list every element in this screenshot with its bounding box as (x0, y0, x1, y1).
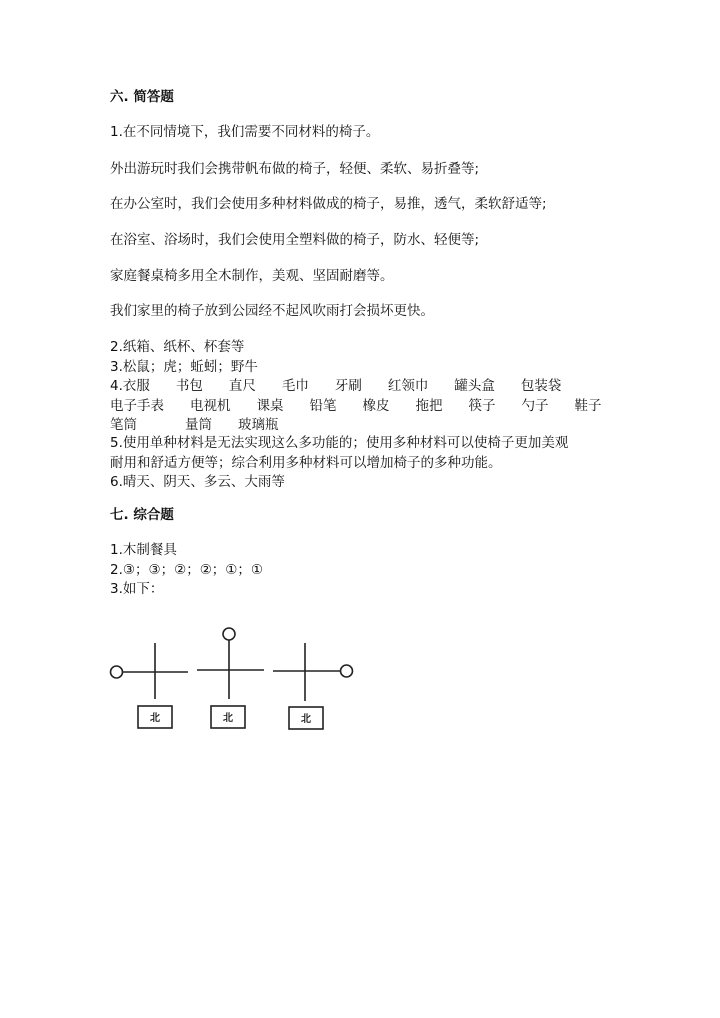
q4-item: 牙刷 (334, 378, 362, 394)
direction-marker-circle (223, 628, 235, 640)
q1-answer-line-5: 我们家里的椅子放到公园经不起风吹雨打会损坏更快。 (110, 303, 434, 319)
direction-marker-circle (111, 666, 123, 678)
q4-item: 鞋子 (574, 397, 602, 414)
direction-marker-circle (341, 665, 353, 677)
q4-item: 毛巾 (281, 378, 309, 394)
north-label: 北 (150, 713, 160, 724)
section-7-title: 七. 综合题 (110, 507, 174, 523)
q4-item: 电视机 (190, 397, 231, 414)
s7-q3-answer: 3.如下： (110, 581, 164, 597)
q4-item: 红领巾 (387, 378, 429, 394)
q1-answer-line-4: 家庭餐桌椅多用全木制作，美观、坚固耐磨等。 (110, 268, 394, 284)
q5-answer-line-1: 5.使用单种材料是无法实现这么多功能的；使用多种材料可以使椅子更加美观 (110, 435, 569, 451)
q1-answer-line-1: 外出游玩时我们会携带帆布做的椅子，轻便、柔软、易折叠等; (110, 161, 480, 177)
q4-item: 直尺 (228, 378, 256, 394)
q4-prefix: 4. (110, 378, 123, 394)
diagram-figure-3 (273, 643, 353, 729)
section-6-title: 六. 简答题 (110, 89, 174, 105)
q1-answer-line-3: 在浴室、浴场时，我们会使用全塑料做的椅子，防水、轻便等; (110, 232, 480, 248)
q5-answer-line-2: 耐用和舒适方便等；综合利用多种材料可以增加椅子的多种功能。 (110, 454, 502, 471)
q4-item: 包装袋 (520, 378, 562, 394)
s7-q2-answer: 2.③；③；②；②；①；① (110, 561, 263, 578)
q2-answer: 2.纸箱、纸杯、杯套等 (110, 339, 245, 355)
north-label: 北 (223, 713, 233, 724)
s7-q1-answer: 1.木制餐具 (110, 542, 177, 558)
q4-item: 勺子 (521, 397, 549, 414)
q4-item: 铅笔 (309, 397, 337, 414)
q4-item: 笔筒 (110, 417, 137, 433)
q1-answer-line-2: 在办公室时，我们会使用多种材料做成的椅子，易推，透气，柔软舒适等; (110, 196, 547, 212)
q6-answer: 6.晴天、阴天、多云、大雨等 (110, 474, 285, 490)
q4-item: 书包 (175, 378, 203, 394)
q4-item: 拖把 (415, 397, 443, 414)
q4-item: 橡皮 (362, 397, 390, 414)
q4-item: 玻璃瓶 (238, 417, 279, 433)
q4-item: 电子手表 (110, 397, 164, 414)
q4-item: 量筒 (185, 417, 212, 433)
q4-item: 罐头盒 (454, 378, 495, 394)
q4-item: 课桌 (256, 397, 284, 414)
q4-item: 筷子 (468, 397, 496, 414)
q1-intro: 1.在不同情境下，我们需要不同材料的椅子。 (110, 124, 380, 140)
q3-answer: 3.松鼠；虎；蚯蚓；野牛 (110, 358, 258, 375)
q4-item: 衣服 (122, 378, 150, 394)
north-label: 北 (301, 714, 311, 725)
